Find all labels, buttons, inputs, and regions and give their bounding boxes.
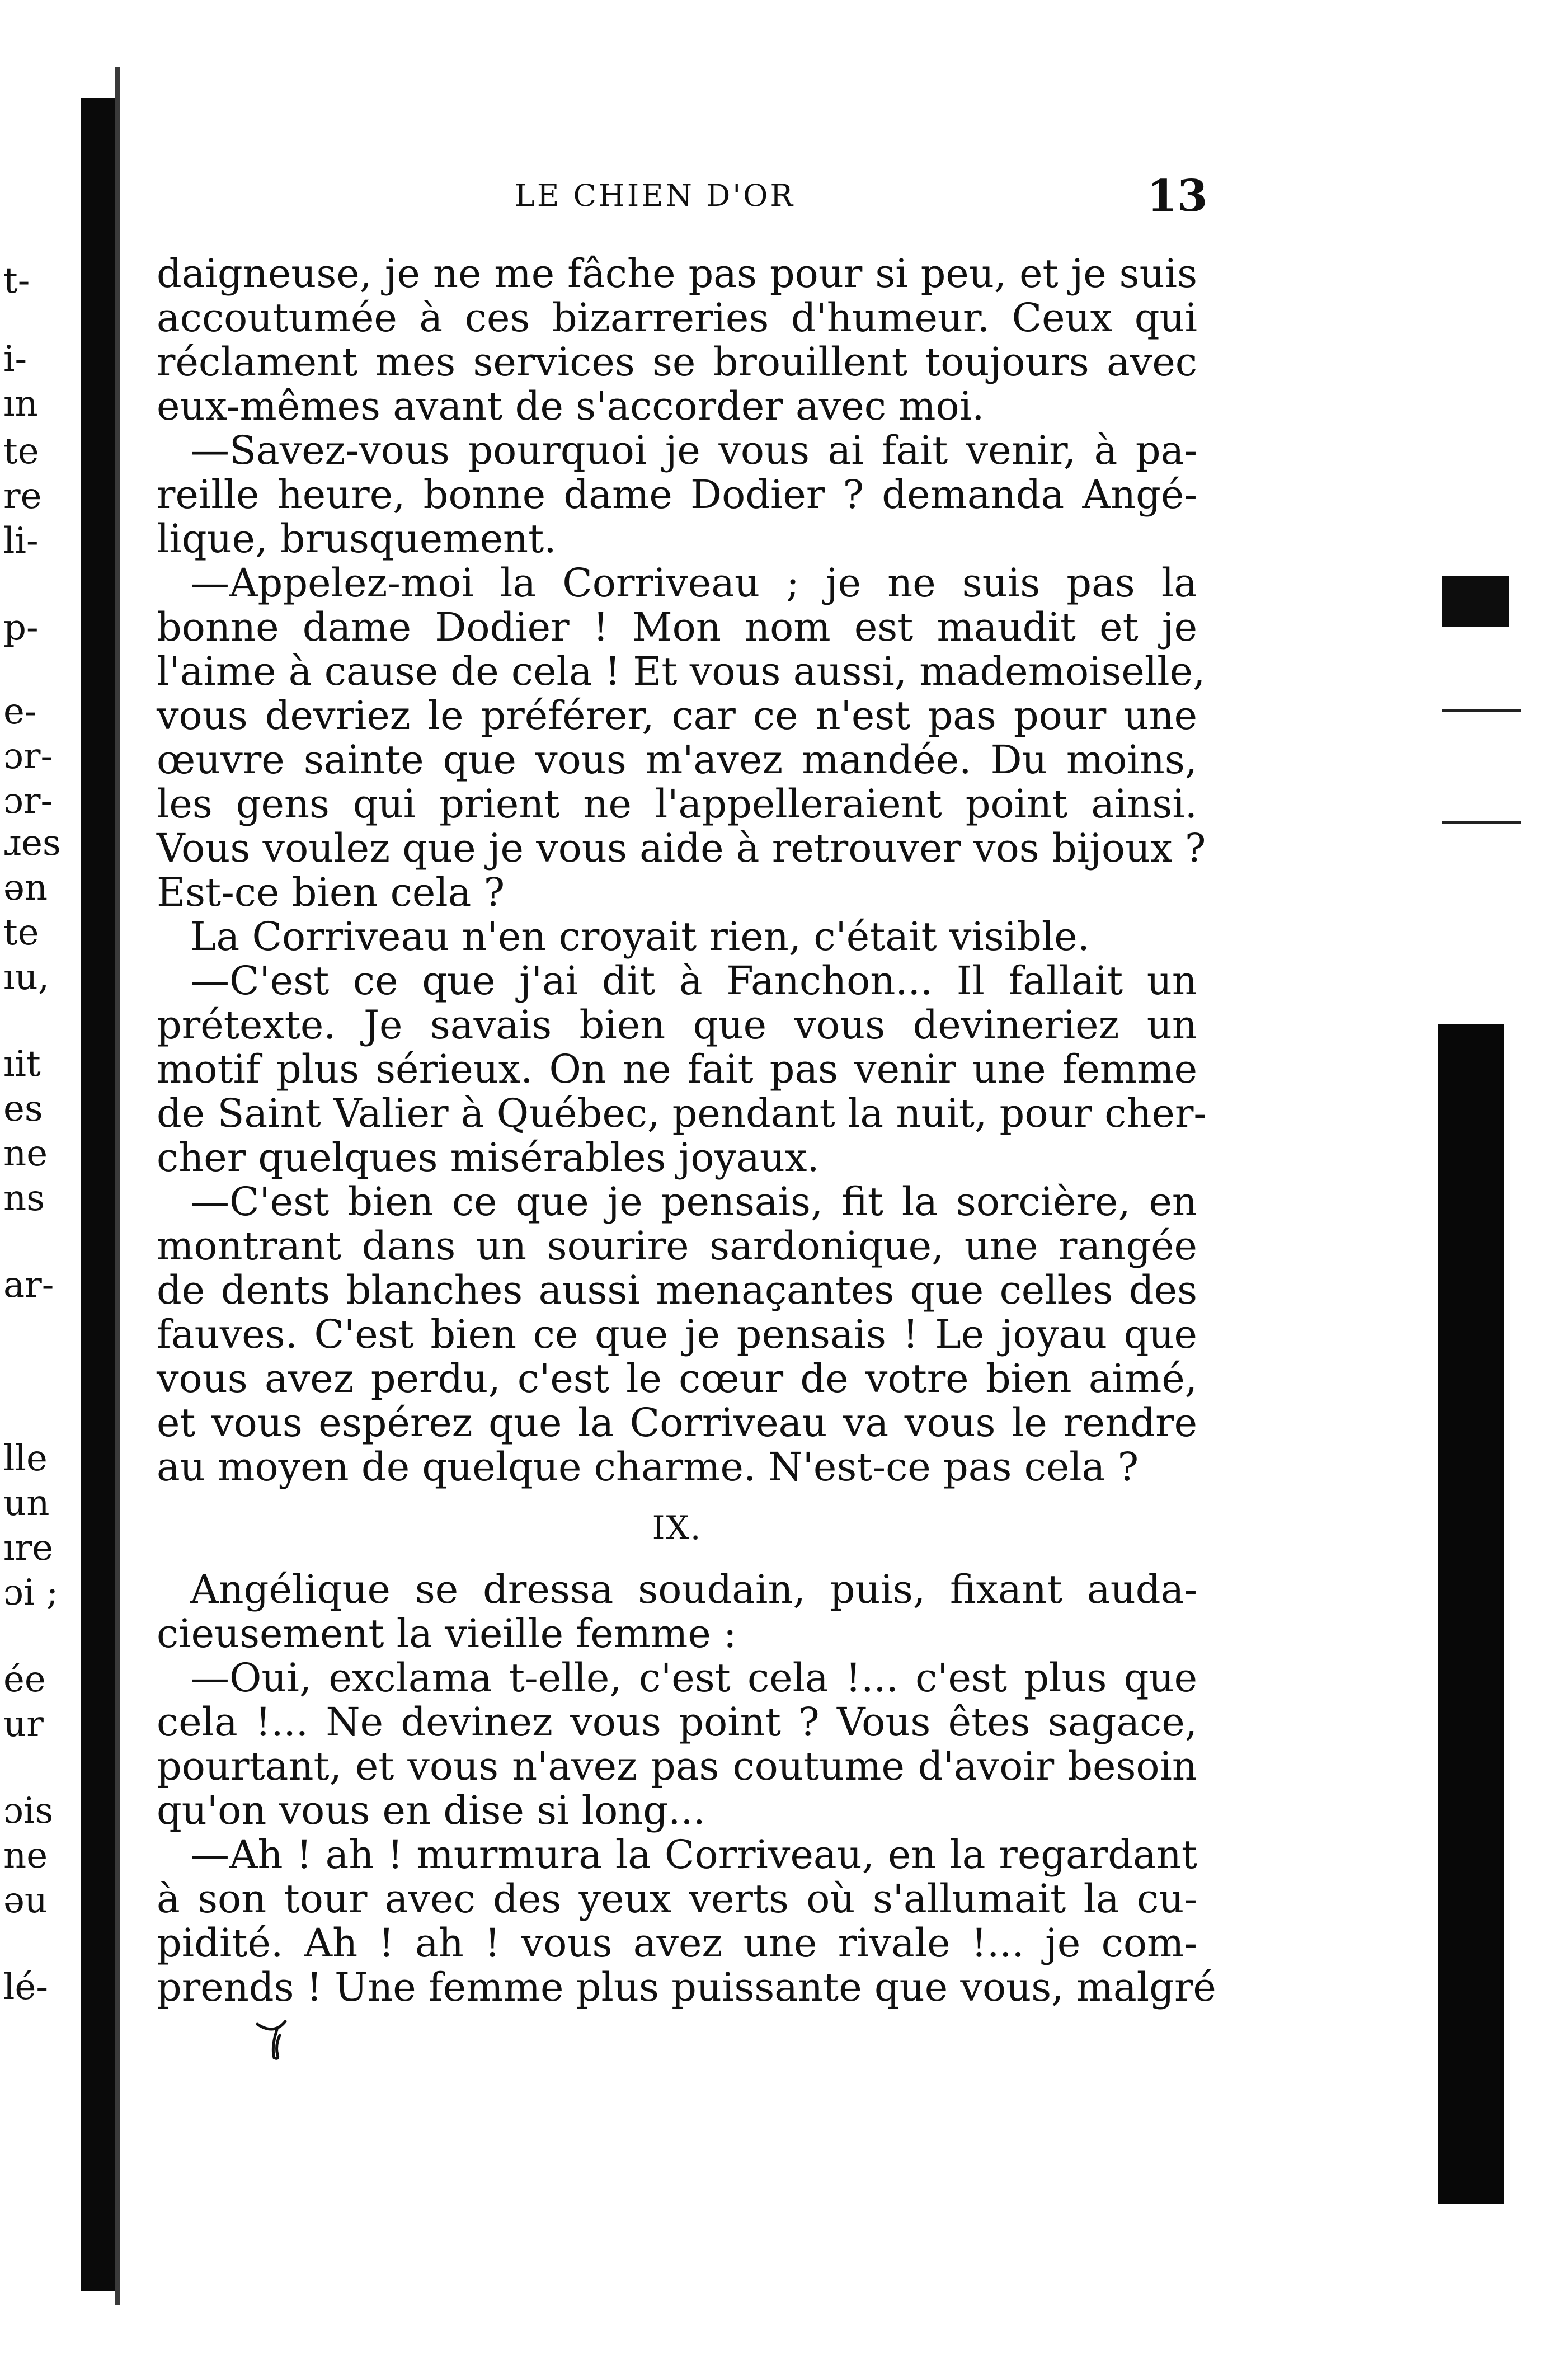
text-block <box>157 251 1216 2010</box>
margin-fragment: p- <box>3 607 39 648</box>
text-line: vous devriez le préférer, car ce n'est pas pour une <box>157 693 1197 739</box>
margin-fragment: ɹes <box>3 822 61 864</box>
text-line: réclament mes services se brouillent toujours avec <box>157 339 1197 385</box>
margin-fragment: əu <box>3 1880 48 1921</box>
margin-fragment: ur <box>3 1704 44 1745</box>
text-line: Est-ce bien cela ? <box>157 869 505 915</box>
margin-fragment: ɔr- <box>3 736 53 777</box>
text-line: reille heure, bonne dame Dodier ? demanda Angé- <box>157 472 1197 518</box>
text-line: cieusement la vieille femme : <box>157 1611 737 1657</box>
text-line: l'aime à cause de cela ! Et vous aussi, mademoiselle, <box>157 648 1206 694</box>
margin-fragment: ıu, <box>3 957 50 998</box>
text-line: pourtant, et vous n'avez pas coutume d'avoir besoin <box>157 1743 1197 1789</box>
text-line: montrant dans un sourire sardonique, une rangée <box>157 1223 1197 1269</box>
text-line: fauves. C'est bien ce que je pensais ! Le joyau que <box>157 1311 1197 1357</box>
margin-fragment: ıre <box>3 1527 53 1569</box>
text-line: cela !... Ne devinez vous point ? Vous êtes sagace, <box>157 1699 1197 1745</box>
text-line: cher quelques misérables joyaux. <box>157 1135 820 1180</box>
scan-gutter-shadow <box>81 98 116 2291</box>
margin-fragment: es <box>3 1088 43 1130</box>
text-line: Vous voulez que je vous aide à retrouver vos bijoux ? <box>157 825 1206 871</box>
margin-fragment: re <box>3 476 42 517</box>
margin-fragment: i- <box>3 338 27 380</box>
text-line: prétexte. Je savais bien que vous devineriez un <box>157 1002 1197 1048</box>
facing-page-fragments <box>0 0 78 2380</box>
scan-right-edge <box>1438 1024 1504 2204</box>
margin-fragment: ɔis <box>3 1790 54 1832</box>
text-line: —Savez-vous pourquoi je vous ai fait venir, à pa- <box>190 427 1197 473</box>
text-line: de Saint Valier à Québec, pendant la nuit, pour cher- <box>157 1090 1207 1136</box>
text-line: les gens qui prient ne l'appelleraient point ainsi. <box>157 781 1197 827</box>
text-line: pidité. Ah ! ah ! vous avez une rivale !... je com- <box>157 1920 1197 1966</box>
text-line: prends ! Une femme plus puissante que vous, malgré <box>157 1964 1216 2010</box>
scan-right-rule <box>1442 709 1521 712</box>
margin-fragment: ar- <box>3 1264 54 1306</box>
text-line: La Corriveau n'en croyait rien, c'était visible. <box>190 914 1090 959</box>
margin-fragment: ɔr- <box>3 780 53 822</box>
handwritten-mark <box>255 2013 305 2063</box>
text-line: lique, brusquement. <box>157 516 557 562</box>
text-line: au moyen de quelque charme. N'est-ce pas cela ? <box>157 1444 1139 1490</box>
text-line: bonne dame Dodier ! Mon nom est maudit et je <box>157 604 1197 650</box>
text-line: de dents blanches aussi menaçantes que celles des <box>157 1267 1197 1313</box>
text-line: qu'on vous en dise si long... <box>157 1788 705 1833</box>
margin-fragment: ın <box>3 383 38 425</box>
section-number: IX. <box>652 1509 702 1547</box>
page-number: 13 <box>1147 171 1208 222</box>
margin-fragment: ɔi ; <box>3 1572 59 1614</box>
running-head: LE CHIEN D'OR <box>515 178 796 213</box>
margin-fragment: ən <box>3 867 48 909</box>
text-line: accoutumée à ces bizarreries d'humeur. Ceux qui <box>157 295 1197 341</box>
text-line: Angélique se dressa soudain, puis, fixant auda- <box>190 1567 1197 1612</box>
margin-fragment: ée <box>3 1659 46 1700</box>
margin-fragment: te <box>3 912 39 953</box>
scan-right-rule <box>1442 821 1521 824</box>
margin-fragment: lé- <box>3 1967 48 2008</box>
margin-fragment: li- <box>3 520 39 562</box>
text-line: —Ah ! ah ! murmura la Corriveau, en la regardant <box>190 1832 1197 1878</box>
text-line: et vous espérez que la Corriveau va vous le rendre <box>157 1400 1197 1446</box>
text-line: —Oui, exclama t-elle, c'est cela !... c'est plus que <box>190 1655 1197 1701</box>
margin-fragment: ıit <box>3 1043 41 1085</box>
scan-gutter-edge <box>115 67 120 2305</box>
text-line: —C'est ce que j'ai dit à Fanchon... Il fallait un <box>190 958 1197 1004</box>
margin-fragment: ns <box>3 1178 45 1219</box>
text-line: motif plus sérieux. On ne fait pas venir une femme <box>157 1046 1197 1092</box>
text-line: daigneuse, je ne me fâche pas pour si peu, et je suis <box>157 251 1197 297</box>
margin-fragment: t- <box>3 260 30 302</box>
margin-fragment: un <box>3 1483 50 1524</box>
margin-fragment: e- <box>3 691 37 732</box>
text-line: —C'est bien ce que je pensais, fit la sorcière, en <box>190 1179 1197 1225</box>
text-line: œuvre sainte que vous m'avez mandée. Du moins, <box>157 737 1197 783</box>
margin-fragment: te <box>3 431 39 472</box>
text-line: à son tour avec des yeux verts où s'allumait la cu- <box>157 1876 1197 1922</box>
margin-fragment: ne <box>3 1835 48 1876</box>
text-line: vous avez perdu, c'est le cœur de votre bien aimé, <box>157 1356 1197 1401</box>
text-line: —Appelez-moi la Corriveau ; je ne suis pas la <box>190 560 1197 606</box>
text-line: eux-mêmes avant de s'accorder avec moi. <box>157 383 985 429</box>
scan-right-mark <box>1442 576 1509 627</box>
margin-fragment: ne <box>3 1133 48 1174</box>
margin-fragment: lle <box>3 1438 48 1479</box>
